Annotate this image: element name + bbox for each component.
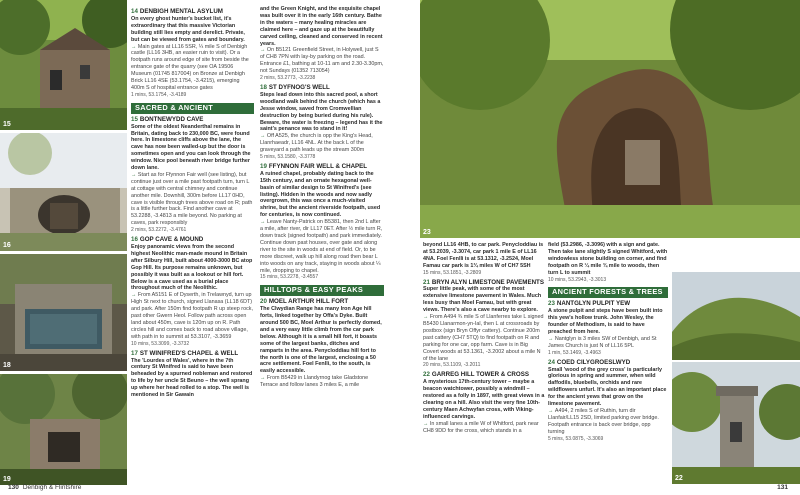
entry-continued: field (53.2986, -3.3096) with a sign and gate. Then take lane slightly S signed Whitford, with windowless stone building on corner, and find footpath on R ¼ mile ¾ mile to woods, then turn L to summit: [548, 242, 668, 276]
photo-label: 16: [3, 242, 11, 249]
region-name: Denbigh & Flintshire: [22, 484, 82, 491]
left-column-2: [260, 6, 384, 484]
entry-directions: → Off A525, the church is opp the King's Head, Llanrhaeadr, LL16 4NL. At the back L of the graveyard a path leads up the stream 300m: [260, 133, 373, 154]
entry-title: 20 MOEL ARTHUR HILL FORT: [260, 298, 349, 306]
photo-ffynnon-fair: [0, 374, 127, 485]
entry-title: 15 BONTNEWYDD CAVE: [131, 115, 204, 123]
entry-title: 24 COED CILYGROESLWYD: [548, 358, 631, 366]
photo-pulpit-yew: [420, 0, 800, 238]
entry-lead: The Clwydian Range has many Iron Age hill forts, linked together by Offa's Dyke. Built around 500 BC, Moel Arthur is perfectly domed, and a very easy little climb from the car park below. Although it is a small hill fort, it boasts some of the largest banks, ditches and ramparts in the area. Penycloddiau hill fort to the north is one of the largest, enclosing a 50 acre settlement. Foel Fenlli, to the south, is easily accessible.: [260, 306, 382, 375]
section-header-hilltops: HILLTOPS & EASY PEAKS: [260, 285, 384, 296]
entry-coords: 10 mins, 53.3099, -3.3732: [131, 340, 190, 347]
entry-directions: → Nantglyn is 3 miles SW of Denbigh, and St James Church is just N of LL16 5PL: [548, 335, 657, 349]
entry-lead: Small 'wood of the grey cross' is particularly glorious in spring and summer, when wild daffodils, bluebells, orchids and rare wildflowers unfurl. It's also an important place for the ancient yews that grow on the limestone pavement.: [548, 366, 667, 408]
entry-coords: 20 mins, 53.1109, -3.2011: [423, 362, 481, 369]
photo-label: 19: [3, 476, 11, 483]
entry-continued: beyond LL16 4HB, to car park. Penycloddiau is at 53.2039, -3.3074, car park 1 mile E of LL16 4NA. Foel Fenlli is at 53.1312, -3.2524, Moel Famau car park is 1¾ miles W of CH7 5SH: [423, 242, 544, 269]
entry-lead: A stone pulpit and steps have been built into this yew's hollow trunk. John Wesley, the founder of Methodism, is said to have preached from here.: [548, 308, 663, 335]
left-column-1: [131, 6, 254, 484]
photo-garreg-tower: [672, 362, 800, 484]
photo-moel-arthur: [672, 272, 800, 360]
right-column-2: [548, 242, 668, 484]
page-footer-right: [777, 484, 792, 491]
photo-label: 22: [675, 475, 683, 482]
entry-coords: 2 mins, 53.2272, -3.4761: [131, 227, 187, 234]
entry-title: 14 DENBIGH MENTAL ASYLUM: [131, 8, 223, 15]
entry-directions: → Leave Nanty-Patrick on B5381, then 2nd L after a mile, after river, dir LL17 0ET. After ½ mile turn R, down track (signed footpath) and park immediately. Continue down past houses, over gate and along river to the site in woods at end of field. Or, to be more discreet, walk up hill along road then bear L into woods on any track, staying in woods about ¼ mile, dropping to chapel.: [260, 219, 383, 274]
entry-title: 19 FFYNNON FAIR WELL & CHAPEL: [260, 162, 368, 170]
entry-coords: 5 mins, 53.0875, -3.3069: [548, 435, 604, 442]
entry-coords: 15 mins, 53.2278, -3.4557: [260, 274, 319, 281]
entry-directions: → A494, 2 miles S of Ruthin, turn dir Llanfair/LL15 2SD, limited parking over bridge. Footpath entrance is back over bridge, opp turning: [548, 407, 659, 435]
entry-lead: A ruined chapel, probably dating back to the 15th century, and an ornate hexagonal well-basin of similar design to St Winifred's (see listing). Hidden in the woods and now sadly overgrown, this was once a much-visited shrine, but the ancient riverside footpath, used for centuries, is now continued.: [260, 170, 381, 219]
photo-bontnewydd-cave: [0, 133, 127, 251]
entry-directions: → From A494 ¾ mile S of Llanferres take L signed B5430 Llanarmon-yn-Ial, then L at crossroads by postbox (sign Bryn Offyr cattery). Continue 200m past cattery (CH7 5TQ) to find footpath on R and parking for one car, opp farm. Cave is in Big Covert woods at 53.1361, -3.2002 about a mile N of the lane: [423, 314, 544, 362]
entry-directions: → From A5151 E of Dyserth, in Trelawnyd, turn up High St next to church, signed Llanasa (LL18 6DT) and park. After 150m find footpath R up steep rock, past other Gwern Heol. Follow path across open land about 450m, cave is 120m up on R. Path circles hill and comes back to road above village, with path in to summit at 53.3107, -3.3659: [131, 292, 253, 340]
entry-coords: 5 mins, 53.1580, -3.3778: [260, 154, 316, 161]
entry-coords: 15 mins, 53.1851, -3.2809: [423, 269, 482, 276]
entry-lead: The 'Lourdes of Wales', where in the 7th century St Winifred is said to have been beheaded by a spurned nobleman and restored to life by her uncle St Beuno – the well sprang up where her head rolled to a stop. The well is mentioned in Sir Gawain: [131, 357, 253, 399]
entry-coords: 10 mins, 53.2943, -3.3013: [548, 276, 607, 283]
entry-title: 22 GARREG HILL TOWER & CROSS: [423, 371, 529, 379]
entry-title: 18 ST DYFNOG'S WELL: [260, 83, 330, 91]
entry-title: 23 NANTGLYN PULPIT YEW: [548, 300, 631, 308]
entry-lead: On every ghost hunter's bucket list, it's extraordinary that this massive Victorian building still lies empty and derelict. Private, but can be viewed from gates and boundary.: [131, 15, 245, 43]
page-number: 130: [8, 484, 19, 491]
entry-directions: → In small lanes a mile W of Whitford, park near CH8 9DD for the cross, which stands in a: [423, 420, 539, 434]
entry-lead: Steps lead down into this sacred pool, a short woodland walk behind the church (which has a Jesse window, saved from Cromwellian destruction by being buried during his rule). Beware, the water is freezing – legend has it the saint's penance was to stand in it!: [260, 91, 383, 133]
entry-coords: 1 mins, 53.1754, -3.4189: [131, 91, 187, 98]
entry-lead: Super little peak, with some of the most extensive limestone pavement in Wales. Much less busy than Moel Famau, but with great views. There's also a cave nearby to explore.: [423, 286, 542, 314]
entry-lead: Some of the oldest Neanderthal remains in Britain, dating back to 230,000 BC, were found here. In limestone cliffs above the lane, the cave has now been walled-up but the door is sometimes open and you can look through the window. Nice pool beneath river bridge further down lane.: [131, 123, 251, 172]
page-footer-left: [8, 484, 81, 491]
entry-lead: Enjoy panoramic views from the second highest Neolithic man-made mound in Britain after Silbury Hill, built about 4000-3000 BC atop Gop Hill. Its purpose remains unknown, but possibly it was built as a lookout or hill fort. Below is a cave used as a burial place throughout much of the Neolithic.: [131, 244, 253, 292]
photo-label: 15: [3, 121, 11, 128]
entry-coords: 2 mins, 53.2773, -3.2238: [260, 75, 316, 82]
entry-directions: → Main gates at LL16 5SR, ¼ mile S of Denbigh castle (LL16 3HB, an easier ruin to visit). Or a footpath runs around edge of site from beside the entrance gate of the quarry (see OA 19506 Museum (01745 817004) on Bronze at Denbigh Brick LL16 4SE (53.1754, -3.4215), emerging 400m S of hospital entrance gates: [131, 43, 249, 91]
photo-st-dyfnogs-well: [0, 254, 127, 371]
section-header-sacred: SACRED & ANCIENT: [131, 103, 254, 114]
photo-label: 18: [3, 362, 11, 369]
entry-title: 21 BRYN ALYN LIMESTONE PAVEMENTS: [423, 278, 544, 286]
entry-title: 16 GOP CAVE & MOUND: [131, 236, 204, 244]
entry-directions: → From B5429 in Llandyrnog take Gladstone Terrace and follow lanes 3 miles E, a mile: [260, 375, 369, 389]
entry-directions: → On B5121 Greenfield Street, in Holywell, just S of CH8 7PN with lay-by parking on the road. Entrance £1, bathing at 10-11 am and 2.30-3.30pm, not Sundays (01352 713054): [260, 47, 384, 75]
entry-coords: 1 min, 53.1469, -3.4963: [548, 349, 601, 356]
photo-label: 23: [423, 229, 431, 236]
entry-continued: and the Green Knight, and the exquisite chapel was built over it in the early 16th century. Bathe in the waters – many healing miracles are claimed here – and gaze up at the beautifully carved ceiling, cleaned and conserved in recent years.: [260, 6, 383, 47]
entry-directions: → Start as for Ffynnon Fair well (see listing), but continue just over a mile past footpath turn, turn L at cottage with central chimney and continue another mile. Downhill, 300m before LL17 0HD, cave is visible through trees above road on R; path is a little further back. Find another cave at 53.2288, -3.4813 a mile beyond. No parking at caves, park responsibly: [131, 171, 253, 227]
section-header-forests: ANCIENT FORESTS & TREES: [548, 287, 668, 298]
right-column-1: [423, 242, 545, 484]
page-number: 131: [777, 484, 788, 491]
photo-asylum: [0, 0, 127, 130]
entry-title: 17 ST WINIFRED'S CHAPEL & WELL: [131, 349, 239, 357]
entry-lead: A mysterious 17th-century tower – maybe a beacon watchtower, possibly a windmill – restored as a folly in 1897, with great views in a clearing on a hill. Also visit the very fine 10th-century Maen Achwyfan cross, with Viking-influenced carvings.: [423, 379, 545, 420]
